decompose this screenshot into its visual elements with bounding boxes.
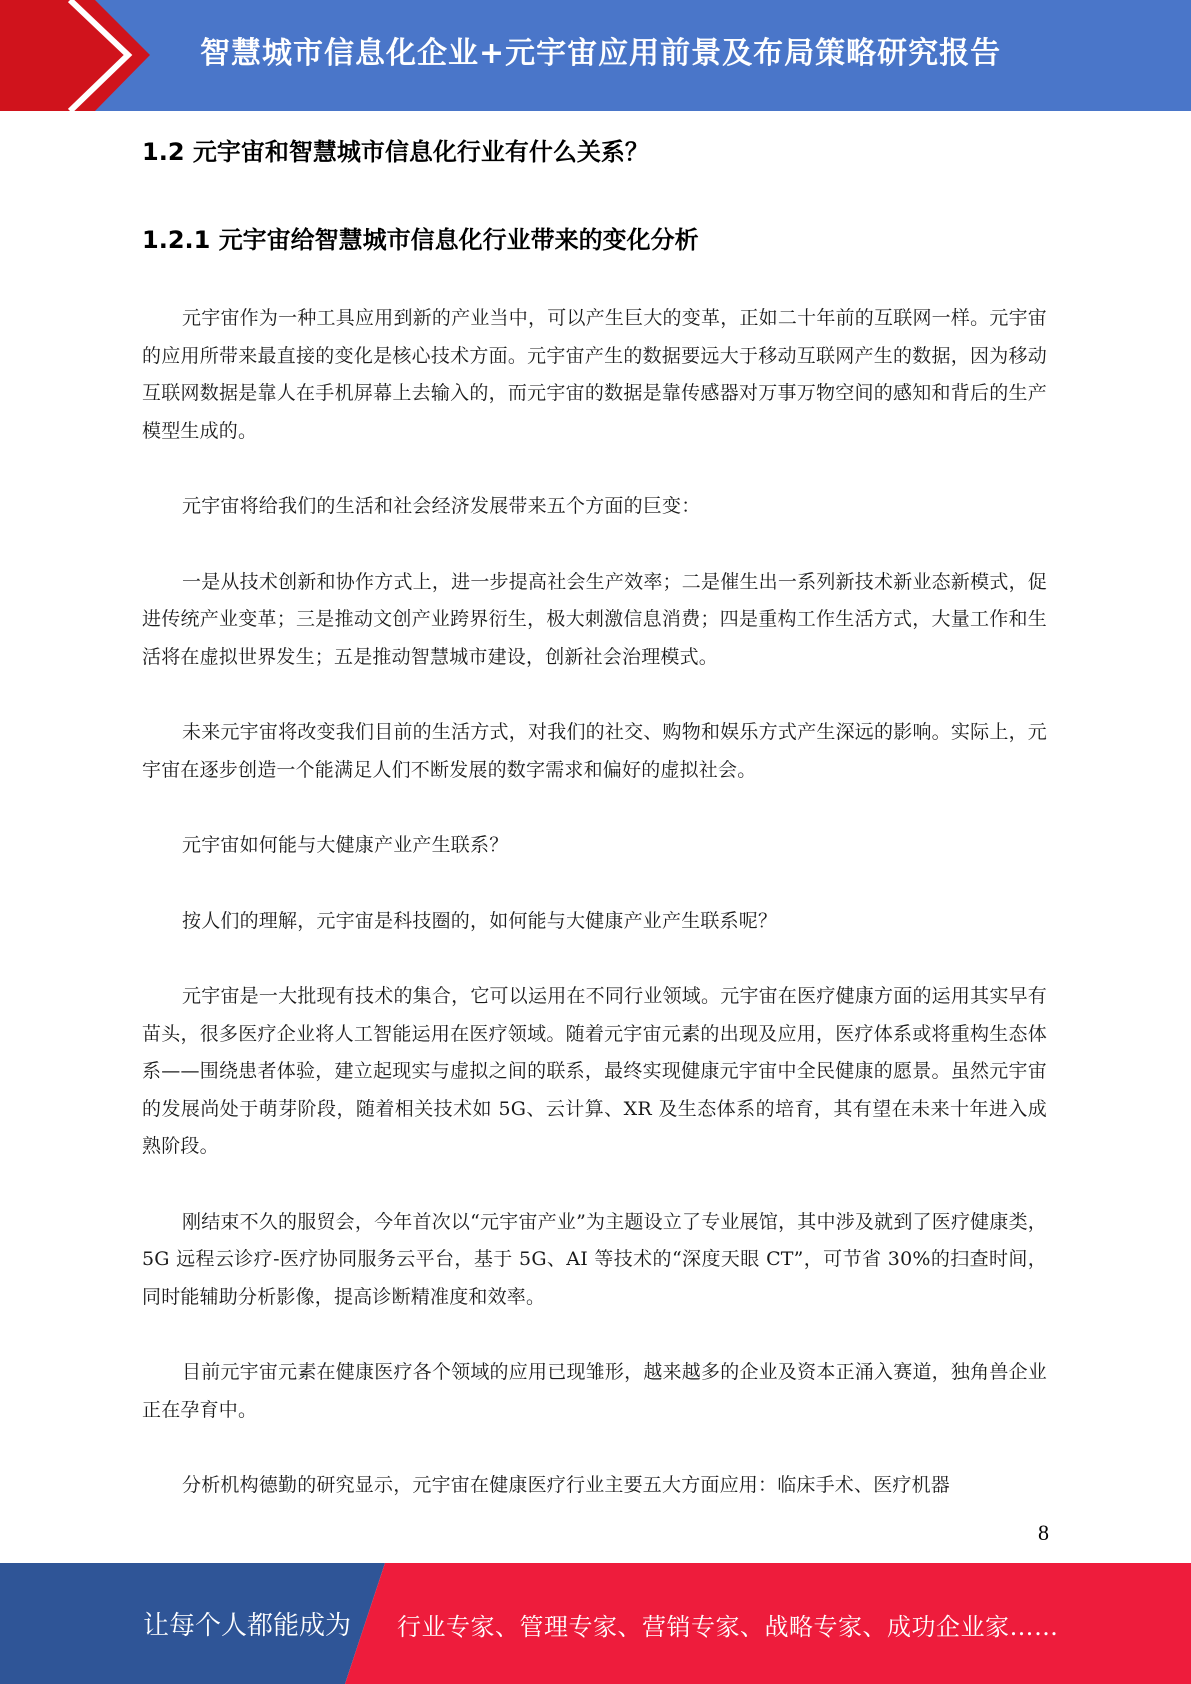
paragraph: 元宇宙将给我们的生活和社会经济发展带来五个方面的巨变： [182, 495, 701, 517]
paragraph: 分析机构德勤的研究显示，元宇宙在健康医疗行业主要五大方面应用：临床手术、医疗机器 [182, 1474, 951, 1496]
page-footer [0, 1563, 1191, 1684]
footer-slogan: 让每个人都能成为 [143, 1611, 352, 1641]
paragraph: 目前元宇宙元素在健康医疗各个领域的应用已现雏形，越来越多的企业及资本正涌入赛道，独角兽企业正在孕育中。 [142, 1361, 1047, 1421]
red-chevron-decoration [0, 0, 160, 111]
paragraph: 元宇宙如何能与大健康产业产生联系？ [182, 834, 509, 856]
section-heading-1-2-1: 1.2.1 元宇宙给智慧城市信息化行业带来的变化分析 [142, 226, 699, 254]
report-title: 智慧城市信息化企业+元宇宙应用前景及布局策略研究报告 [200, 36, 1002, 71]
paragraph: 未来元宇宙将改变我们目前的生活方式，对我们的社交、购物和娱乐方式产生深远的影响。实际上，元宇宙在逐步创造一个能满足人们不断发展的数字需求和偏好的虚拟社会。 [142, 721, 1047, 781]
paragraph: 刚结束不久的服贸会，今年首次以“元宇宙产业”为主题设立了专业展馆，其中涉及就到了医疗健康类，5G 远程云诊疗-医疗协同服务云平台，基于 5G、AI 等技术的“深度天眼 CT”，可节省 30%的扫查时间，同时能辅助分析影像，提高诊断精准度和效率。 [142, 1210, 1047, 1308]
paragraph: 元宇宙是一大批现有技术的集合，它可以运用在不同行业领域。元宇宙在医疗健康方面的运用其实早有苗头，很多医疗企业将人工智能运用在医疗领域。随着元宇宙元素的出现及应用，医疗体系或将重构生态体系——围绕患者体验，建立起现实与虚拟之间的联系，最终实现健康元宇宙中全民健康的愿景。虽然元宇宙的发展尚处于萌芽阶段，随着相关技术如 5G、云计算、XR 及生态体系的培育，其有望在未来十年进入成熟阶段。 [142, 985, 1047, 1157]
paragraph: 按人们的理解，元宇宙是科技圈的，如何能与大健康产业产生联系呢？ [182, 909, 778, 932]
paragraph: 元宇宙作为一种工具应用到新的产业当中，可以产生巨大的变革，正如二十年前的互联网一样。元宇宙的应用所带来最直接的变化是核心技术方面。元宇宙产生的数据要远大于移动互联网产生的数据，因为移动互联网数据是靠人在手机屏幕上去输入的，而元宇宙的数据是靠传感器对万事万物空间的感知和背后的生产模型生成的。 [142, 307, 1047, 442]
paragraph: 一是从技术创新和协作方式上，进一步提高社会生产效率；二是催生出一系列新技术新业态新模式，促进传统产业变革；三是推动文创产业跨界衍生，极大刺激信息消费；四是重构工作生活方式，大量工作和生活将在虚拟世界发生；五是推动智慧城市建设，创新社会治理模式。 [142, 570, 1047, 668]
footer-roles: 行业专家、管理专家、营销专家、战略专家、成功企业家…… [397, 1613, 1059, 1641]
body-text [142, 300, 1047, 1543]
page-number: 8 [1038, 1520, 1049, 1545]
page-header [0, 0, 1191, 111]
section-heading-1-2: 1.2 元宇宙和智慧城市信息化行业有什么关系？ [142, 138, 649, 166]
